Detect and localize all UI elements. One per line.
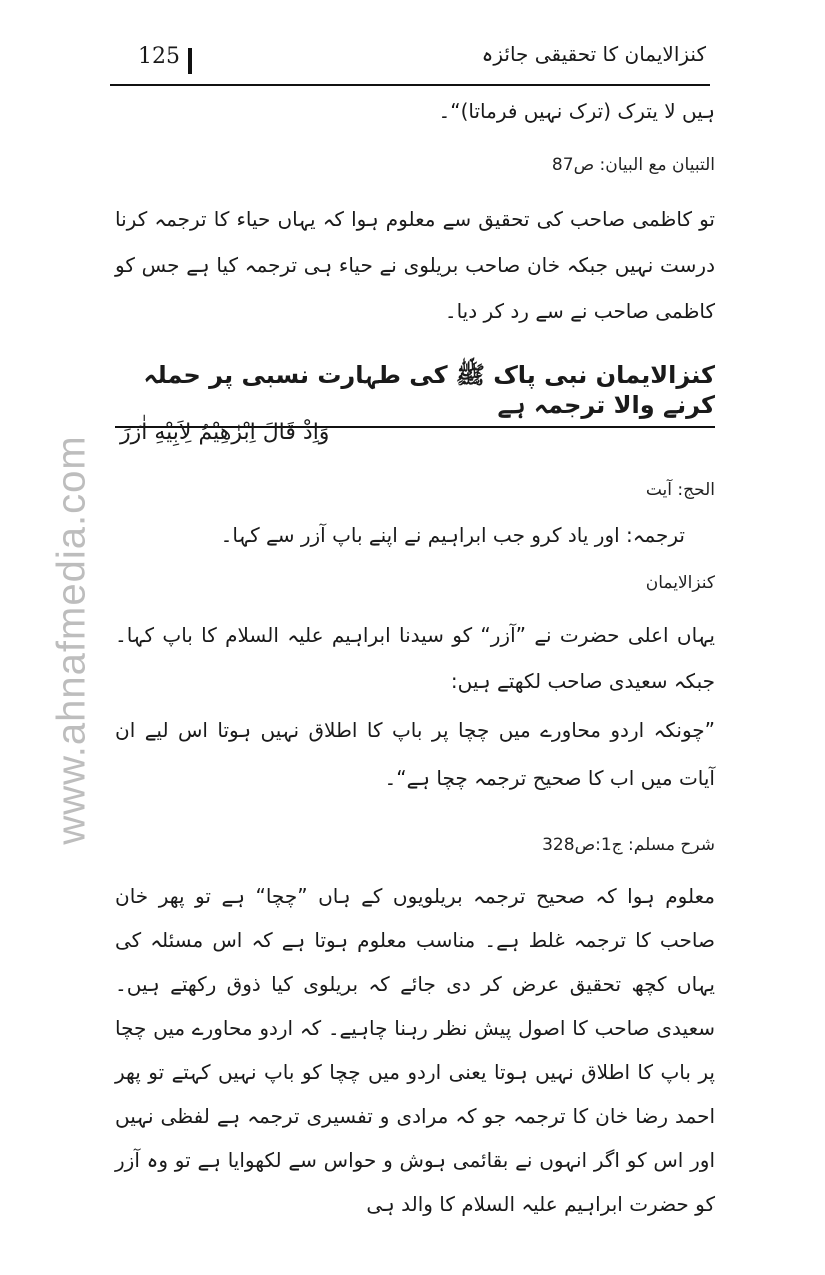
paragraph-conclusion: معلوم ہوا کہ صحیح ترجمہ بریلویوں کے ہاں ”چچا“ ہے تو پھر خان صاحب کا ترجمہ غلط ہے۔ مناسب معلوم ہوتا ہے کہ اس مسئلہ کی یہاں کچھ تحقیق عرض کر دی جائے کہ بریلوی کیا ذوق رکھتے ہیں۔ سعیدی صاحب کا اصول پیش نظر رہنا چاہیے۔ کہ اردو محاورے میں چچا پر باپ کا اطلاق نہیں ہوتا یعنی اردو میں چچا کو باپ نہیں کہتے تو پھر احمد رضا خان کا ترجمہ جو کہ مرادی و تفسیری ترجمہ ہے لفظی نہیں اور اس کو اگر انہوں نے بقائمی ہوش و حواس سے لکھوایا ہے تو وہ آزر کو حضرت ابراہیم علیہ السلام کا والد ہی — [115, 884, 715, 1216]
section-heading: کنزالایمان نبی پاک ﷺ کی طہارت نسبی پر حملہ کرنے والا ترجمہ ہے — [115, 360, 715, 428]
reference-tibyan: التبیان مع البیان: ص87 — [551, 155, 715, 175]
reference-sharh-muslim: شرح مسلم: ج1:ص328 — [542, 835, 715, 855]
header-separator — [188, 48, 192, 74]
reference-kanzul-iman: کنزالایمان — [645, 573, 715, 593]
paragraph-continuation: ہیں لا یترک (ترک نہیں فرماتا)“۔ — [438, 99, 715, 123]
quote-saeedi: ”چونکہ اردو محاورے میں چچا پر باپ کا اطلاق نہیں ہوتا اس لیے ان آیات میں اب کا صحیح ترجمہ چچا ہے“۔ — [115, 718, 715, 790]
page-number: 125 — [138, 44, 180, 69]
running-title: کنزالایمان کا تحقیقی جائزہ — [481, 42, 706, 66]
paragraph-kazmi: تو کاظمی صاحب کی تحقیق سے معلوم ہوا کہ یہاں حیاء کا ترجمہ کرنا درست نہیں جبکہ خان صاحب بریلوی نے حیاء ہی ترجمہ کیا ہے جس کو کاظمی صاحب نے سے رد کر دیا۔ — [115, 207, 715, 323]
arabic-verse: وَاِذْ قَالَ اِبْرٰهِیْمُ لِاَبِیْهِ اٰزَرَ — [120, 420, 330, 445]
translation-line: ترجمہ: اور یاد کرو جب ابراہیم نے اپنے باپ آزر سے کہا۔ — [220, 523, 685, 547]
reference-surah: الحج: آیت — [645, 480, 715, 500]
watermark: www.ahnafmedia.com — [49, 435, 94, 845]
paragraph-ala-hazrat: یہاں اعلی حضرت نے ”آزر“ کو سیدنا ابراہیم علیہ السلام کا باپ کہا۔ جبکہ سعیدی صاحب لکھتے ہیں: — [115, 623, 715, 693]
page-header — [110, 32, 710, 86]
